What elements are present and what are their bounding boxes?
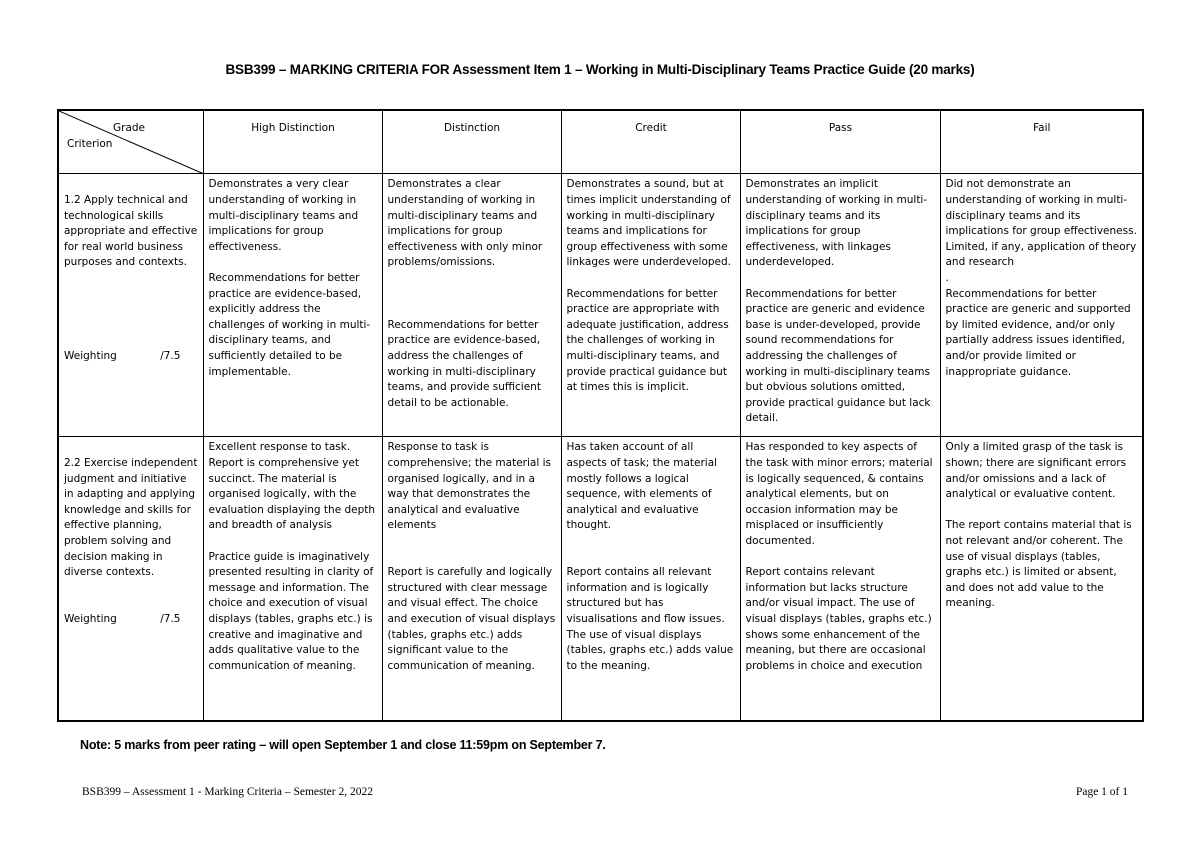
weighting-value: /7.5: [160, 349, 181, 362]
grade-header-label: Grade: [113, 122, 146, 134]
peer-rating-note: Note: 5 marks from peer rating – will open September 1 and close 11:59pm on September 7.: [80, 738, 606, 752]
cell-pass: Has responded to key aspects of the task with minor errors; material is logically sequenced, & contains analytical elements, but on occasion information may be misplaced or insufficiently documented. Report contains relevant information but lacks structure and/or visual impact. The use of visual displays (tables, graphs etc.) shows some enhancement of the meaning, but there are occasional problems in choice and execution: [740, 437, 940, 721]
weighting-line: [64, 612, 199, 628]
document-title: BSB399 – MARKING CRITERIA FOR Assessment Item 1 – Working in Multi-Disciplinary Teams Practice Guide (20 marks): [225, 62, 975, 77]
table-row-criterion-2-2: [58, 437, 1143, 721]
column-header-credit: Credit: [561, 110, 740, 174]
criterion-text: 1.2 Apply technical and technological skills appropriate and effective for real world business purposes and contexts.: [64, 193, 198, 269]
column-header-distinction: Distinction: [382, 110, 561, 174]
weighting-line: [64, 349, 199, 365]
cell-distinction: Demonstrates a clear understanding of working in multi-disciplinary teams and implications for group effectiveness with only minor problems/omissions. Recommendations for better practice are evidence-based, address the challenges of working in multi-disciplinary teams, and provide sufficient detail to be actionable.: [382, 174, 561, 437]
cell-distinction: Response to task is comprehensive; the material is organised logically, and in a way that demonstrates the analytical and evaluative elements Report is carefully and logically structured with clear message and visual effect. The choice and execution of visual displays (tables, graphs etc.) adds significant value to the communication of meaning.: [382, 437, 561, 721]
weighting-value: /7.5: [160, 613, 181, 626]
cell-fail: Only a limited grasp of the task is shown; there are significant errors and/or omissions and a lack of analytical or evaluative content. The report contains material that is not relevant and/or coherent. The use of visual displays (tables, graphs etc.) is limited or absent, and does not add value to the meaning.: [940, 437, 1143, 721]
column-header-fail: Fail: [940, 110, 1143, 174]
cell-high-distinction: Excellent response to task. Report is comprehensive yet succinct. The material is organised logically, with the evaluation displaying the depth and breadth of analysis Practice guide is imaginatively presented resulting in clarity of message and information. The choice and execution of visual displays (tables, graphs etc.) is creative and imaginative and adds qualitative value to the communication of meaning.: [203, 437, 382, 721]
cell-fail: Did not demonstrate an understanding of working in multi-disciplinary teams and its implications for group effectiveness. Limited, if any, application of theory and research . Recommendations for better practice are generic and supported by limited evidence, and/or only partially address issues identified, and/or provide limited or inappropriate guidance.: [940, 174, 1143, 437]
column-header-pass: Pass: [740, 110, 940, 174]
marking-criteria-table: [57, 109, 1144, 722]
column-header-high-distinction: High Distinction: [203, 110, 382, 174]
cell-pass: Demonstrates an implicit understanding of working in multi-disciplinary teams and its implications for group effectiveness, with linkages underdeveloped. Recommendations for better practice are generic and evidence base is under-developed, provide sound recommendations for addressing the challenges of working in multi-disciplinary teams but obvious solutions omitted, provide practical guidance but lack detail.: [740, 174, 940, 437]
weighting-label: Weighting: [64, 349, 117, 362]
footer-document-info: BSB399 – Assessment 1 - Marking Criteria – Semester 2, 2022: [82, 786, 373, 798]
criterion-header-label: Criterion: [67, 138, 113, 150]
grade-criterion-corner-cell: [58, 110, 203, 174]
criterion-text: 2.2 Exercise independent judgment and initiative in adapting and applying knowledge and skills for effective planning, problem solving and decision making in diverse contexts.: [64, 456, 198, 579]
footer-page-number: Page 1 of 1: [1075, 786, 1128, 798]
header-row: [58, 110, 1143, 174]
weighting-label: Weighting: [64, 613, 117, 626]
criterion-cell: [58, 437, 203, 721]
cell-credit: Demonstrates a sound, but at times implicit understanding of working in multi-disciplinary teams and implications for group effectiveness with some linkages were underdeveloped. Recommendations for better practice are appropriate with adequate justification, address the challenges of working in multi-disciplinary teams, and provide practical guidance but at times this is implicit.: [561, 174, 740, 437]
cell-credit: Has taken account of all aspects of task; the material mostly follows a logical sequence, with elements of analytical and evaluative thought. Report contains all relevant information and is logically structured but has visualisations and flow issues. The use of visual displays (tables, graphs etc.) adds value to the meaning.: [561, 437, 740, 721]
criterion-cell: [58, 174, 203, 437]
table-row-criterion-1-2: [58, 174, 1143, 437]
cell-high-distinction: Demonstrates a very clear understanding of working in multi-disciplinary teams and implications for group effectiveness. Recommendations for better practice are evidence-based, explicitly address the challenges of working in multi-disciplinary teams, and sufficiently detailed to be implementable.: [203, 174, 382, 437]
